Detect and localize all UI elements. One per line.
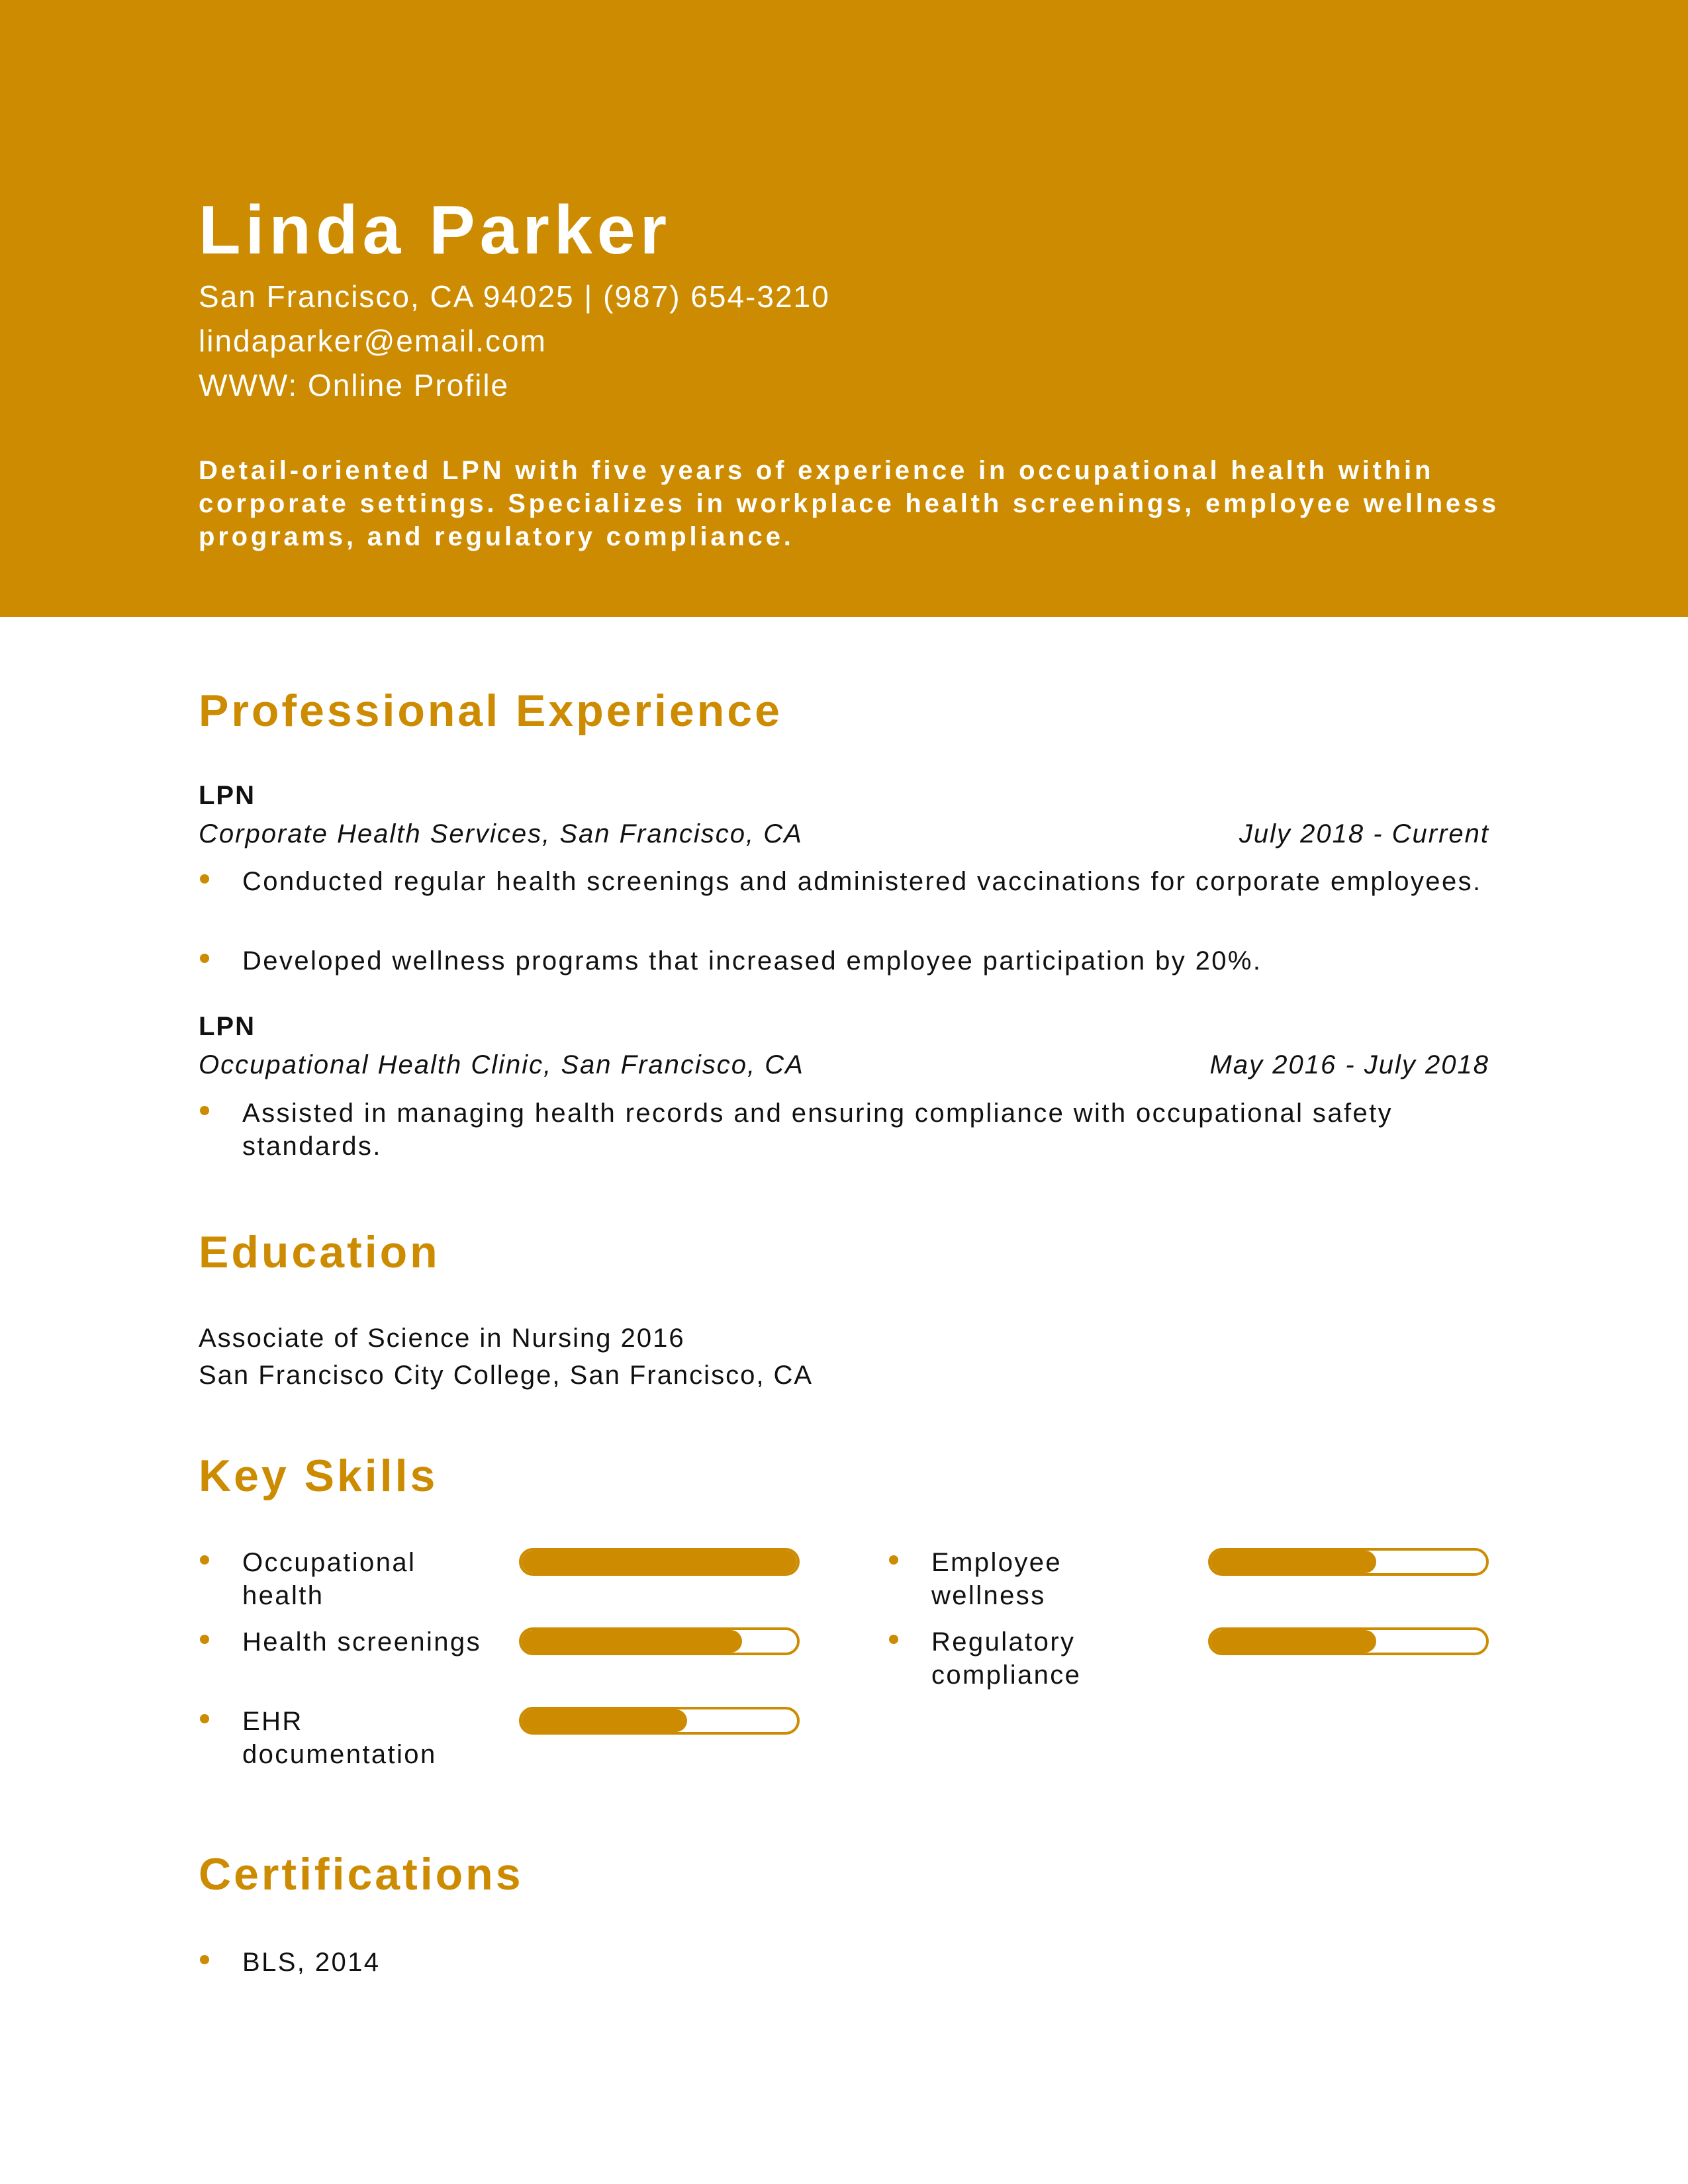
- education-degree: Associate of Science in Nursing 2016: [199, 1324, 685, 1353]
- experience-heading: Professional Experience: [199, 686, 782, 736]
- skill-name: Occupational health: [242, 1548, 416, 1610]
- bullet-dot: [889, 1635, 898, 1644]
- professional-summary: Detail-oriented LPN with five years of experience in occupational health within corporate settings. Specializes in workplace health screenings, employee wellness programs, and regulatory compliance.: [199, 456, 1499, 551]
- email-link[interactable]: lindaparker@email.com: [199, 324, 547, 358]
- skill-name: EHR documentation: [242, 1707, 437, 1769]
- skill-name: Employee wellness: [931, 1548, 1062, 1610]
- job-title: LPN: [199, 781, 256, 810]
- skill-level-fill: [522, 1630, 742, 1653]
- job-bullet: Developed wellness programs that increased employee participation by 20%.: [242, 946, 1262, 976]
- skill-level-fill: [1211, 1630, 1376, 1653]
- skills-heading: Key Skills: [199, 1451, 438, 1501]
- skill-level-fill: [522, 1551, 797, 1573]
- bullet-dot: [889, 1555, 898, 1565]
- job-company: Occupational Health Clinic, San Francisco, CA: [199, 1050, 804, 1079]
- skill-name: Health screenings: [242, 1627, 481, 1657]
- job-dates: May 2016 - July 2018: [1209, 1050, 1489, 1079]
- bullet-dot: [200, 1714, 209, 1723]
- skill-level-bar: [519, 1707, 800, 1735]
- candidate-name: Linda Parker: [199, 192, 672, 269]
- certification-item: BLS, 2014: [242, 1948, 381, 1977]
- skill-level-fill: [522, 1709, 687, 1732]
- skill-level-fill: [1211, 1551, 1376, 1573]
- skill-level-bar: [1208, 1627, 1489, 1655]
- bullet-dot: [200, 874, 209, 884]
- bullet-dot: [200, 1955, 209, 1964]
- certifications-heading: Certifications: [199, 1849, 524, 1899]
- education-heading: Education: [199, 1227, 440, 1277]
- skill-level-bar: [519, 1627, 800, 1655]
- bullet-dot: [200, 954, 209, 963]
- skill-level-bar: [519, 1548, 800, 1576]
- job-title: LPN: [199, 1012, 256, 1041]
- education-school: San Francisco City College, San Francisco, CA: [199, 1361, 814, 1390]
- job-bullet: Conducted regular health screenings and administered vaccinations for corporate employees.: [242, 867, 1482, 896]
- bullet-dot: [200, 1106, 209, 1115]
- bullet-dot: [200, 1635, 209, 1644]
- job-company: Corporate Health Services, San Francisco, CA: [199, 819, 803, 848]
- job-dates: July 2018 - Current: [1239, 819, 1489, 848]
- skill-level-bar: [1208, 1548, 1489, 1576]
- bullet-dot: [200, 1555, 209, 1565]
- website-link[interactable]: WWW: Online Profile: [199, 368, 510, 402]
- skill-name: Regulatory compliance: [931, 1627, 1082, 1690]
- job-bullet: Assisted in managing health records and ensuring compliance with occupational safety standards.: [242, 1099, 1393, 1161]
- address-phone: San Francisco, CA 94025 | (987) 654-3210: [199, 279, 830, 314]
